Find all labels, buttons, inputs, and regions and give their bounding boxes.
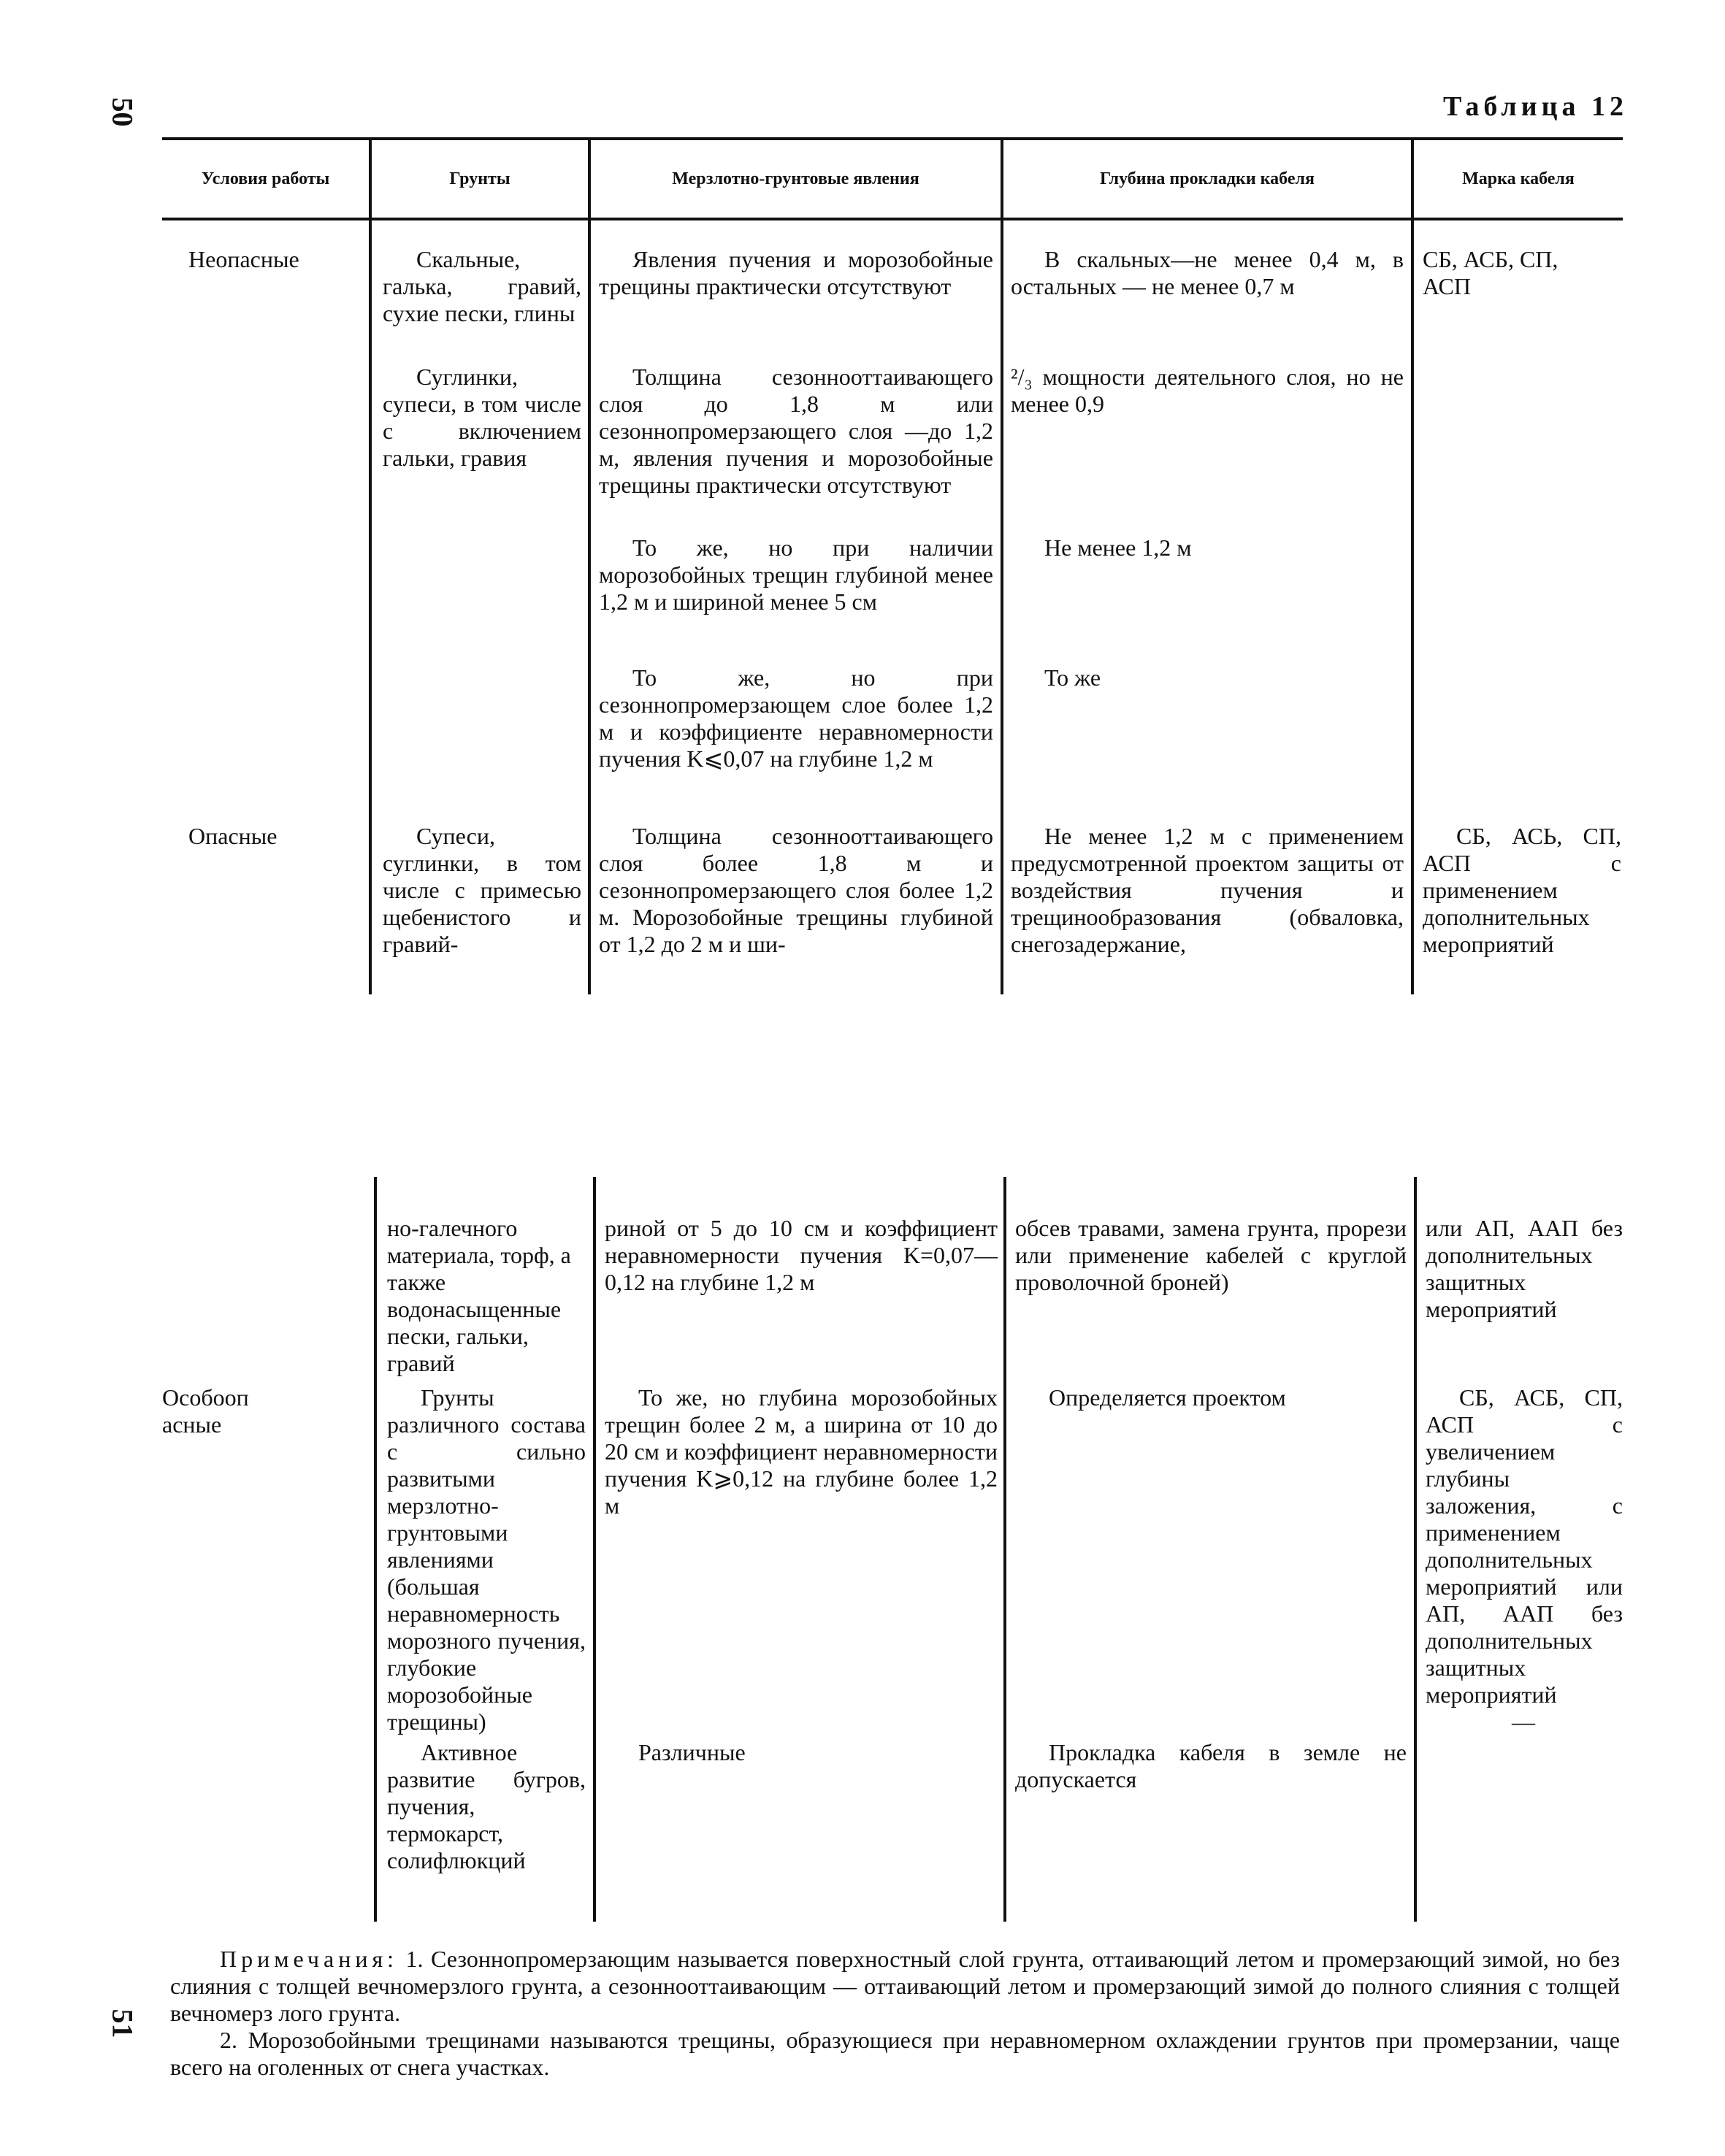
- r7-brand: СБ, АСБ, СП, АСП с увеличением глубины заложения, с применением дополнительных мероприятий или АП, ААП без дополнительных защитных мероприятий: [1426, 1384, 1623, 1708]
- r2-phenomena: Толщина сезоннооттаивающего слоя до 1,8 м или сезоннопромерзающего слоя —до 1,2 м, явления пучения и морозобойные трещины практически отсутствуют: [599, 364, 993, 498]
- r3-phenomena: То же, но при наличии морозобойных трещин глубиной менее 1,2 м и шириной менее 5 см: [599, 534, 993, 615]
- r5-soil: Супеси, суглинки, в том числе с примесью щебенистого и гравий-: [383, 823, 581, 957]
- r3-depth: Не менее 1,2 м: [1044, 534, 1192, 561]
- note-1: [170, 1946, 1620, 2027]
- body1-divider-3: [1001, 218, 1003, 994]
- r8-soil: Активное развитие бугров, пучения, термокарст, солифлюкций: [387, 1739, 586, 1873]
- header-phenomena: Мерзлотно-грунтовые явления: [672, 169, 919, 188]
- r5-depth: Не менее 1,2 м с применением предусмотренной проектом защиты от воздействия пучения и трещинообразования (обваловка, снегозадержание,: [1011, 823, 1404, 957]
- body1-divider-1: [369, 218, 372, 994]
- r7-soil: Грунты различного состава с сильно развитыми мерзлотно-грунтовыми явлениями (большая неравномерность морозного пучения, глубокие морозобойные трещины): [387, 1384, 586, 1735]
- condition-extreme: Особоопасные: [162, 1384, 249, 1438]
- r4-phenomena: То же, но при сезоннопромерзающем слое более 1,2 м и коэффициенте неравномерности пучения K⩽0,07 на глубине 1,2 м: [599, 664, 993, 772]
- header-brand: Марка кабеля: [1462, 169, 1575, 188]
- r8-depth: Прокладка кабеля в земле не допускается: [1015, 1739, 1407, 1792]
- r8-phenomena: Различные: [638, 1739, 746, 1765]
- page-number-top: 50: [106, 97, 139, 127]
- header-bottom-rule: [162, 218, 1623, 220]
- body2-divider-1: [374, 1177, 377, 1922]
- r2-soil: Суглинки, супеси, в том числе с включением гальки, гравия: [383, 364, 581, 471]
- r2-depth: ²/₃ мощности деятельного слоя, но не менее 0,9: [1011, 364, 1404, 417]
- header-soils: Грунты: [449, 169, 510, 188]
- notes: [170, 1946, 1620, 2081]
- r6-depth: обсев травами, замена грунта, прорези или применение кабелей с круглой проволочной броней): [1015, 1215, 1407, 1295]
- r1-phenomena: Явления пучения и морозобойные трещины практически отсутствуют: [599, 246, 993, 299]
- r7-phenomena: То же, но глубина морозобойных трещин более 2 м, а ширина от 10 до 20 см и коэффициент неравномерности пучения K⩾0,12 на глубине более 1,2 м: [605, 1384, 998, 1519]
- r6-soil: но-галечного материала, торф, а также водонасыщенные пески, гальки, гравий: [387, 1215, 571, 1376]
- r5-phenomena: Толщина сезоннооттаивающего слоя более 1,8 м и сезоннопромерзающего слоя более 1,2 м. Морозобойные трещины глубиной от 1,2 до 2 м и ши-: [599, 823, 993, 957]
- header-conditions: Условия работы: [201, 169, 330, 188]
- r7-brand-dash: —: [1512, 1708, 1535, 1735]
- note-2: 2. Морозобойными трещинами называются трещины, образующиеся при неравномерном охлаждении грунтов при промерзании, чаще всего на оголенных от снега участках.: [170, 2027, 1620, 2080]
- header-top-rule: [162, 137, 1623, 140]
- body2-divider-3: [1003, 1177, 1006, 1922]
- r1-depth: В скальных—не менее 0,4 м, в остальных — не менее 0,7 м: [1011, 246, 1404, 299]
- r6-phenomena: риной от 5 до 10 см и коэффициент неравномерности пучения K=0,07—0,12 на глубине 1,2 м: [605, 1215, 998, 1295]
- header-depth: Глубина прокладки кабеля: [1100, 169, 1315, 188]
- r5-brand: СБ, АСЬ, СП, АСП с применением дополнительных мероприятий: [1423, 823, 1621, 957]
- note-1-text: 1. Сезоннопромерзающим называется поверхностный слой грунта, оттаивающий летом и промерзающий зимой, но без слияния с толщей вечномерзлого грунта, а сезоннооттаивающим — оттаивающий летом и промерзающий зимой до полного слияния с толщей вечномерз лого грунта.: [170, 1946, 1621, 2026]
- notes-label: Примечания:: [220, 1946, 399, 1972]
- condition-nonhazard: Неопасные: [188, 246, 299, 272]
- body1-divider-2: [588, 218, 591, 994]
- r4-depth: То же: [1044, 664, 1101, 691]
- r1-soil: Скальные, галька, гравий, сухие пески, глины: [383, 246, 581, 326]
- body2-divider-2: [593, 1177, 596, 1922]
- table-title: Таблица 12: [1442, 91, 1628, 122]
- page-number-bottom: 51: [106, 2009, 139, 2038]
- r1-brand: СБ, АСБ, СП, АСП: [1423, 246, 1558, 299]
- condition-hazard: Опасные: [188, 823, 278, 849]
- r6-brand: или АП, ААП без дополнительных защитных мероприятий: [1426, 1215, 1623, 1322]
- body2-divider-4: [1414, 1177, 1417, 1922]
- r7-depth: Определяется проектом: [1049, 1384, 1286, 1411]
- body1-divider-4: [1411, 218, 1414, 994]
